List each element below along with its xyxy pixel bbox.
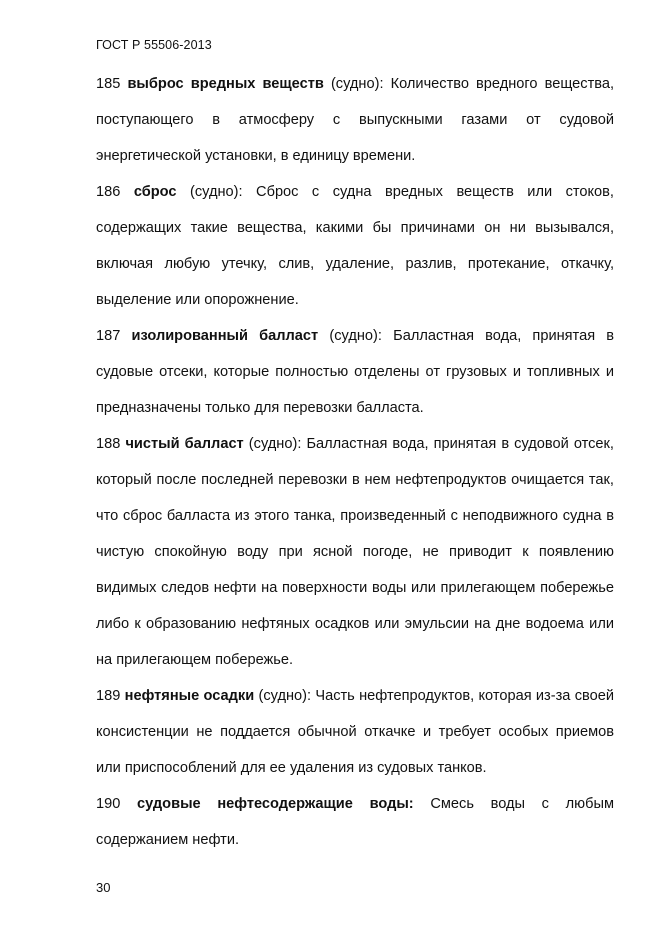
term-entry-185 xyxy=(96,66,614,174)
term-title: судовые нефтесодержащие воды: xyxy=(137,796,414,812)
term-title: выброс вредных веществ xyxy=(127,76,324,92)
term-domain: (судно): xyxy=(190,184,243,200)
term-definition: Балластная вода, принятая в судовой отсек, который после последней перевозки в нем нефтепродуктов очищается так, что сброс балласта из этого танка, произведенный с неподвижного судна в чистую спокойную воду при ясной погоде, не приводит к появлению видимых следов нефти на поверхности воды или прилегающем побережье либо к образованию нефтяных осадков или эмульсии на дне водоема или на прилегающем побережье. xyxy=(96,436,614,668)
term-entry-187 xyxy=(96,318,614,426)
term-domain: (судно): xyxy=(258,688,312,704)
term-number: 187 xyxy=(96,328,121,344)
term-domain: (судно): xyxy=(248,436,302,452)
term-definition: Количество вредного вещества, поступающего в атмосферу с выпускными газами от судовой энергетической установки, в единицу времени. xyxy=(96,76,615,164)
term-title: чистый балласт xyxy=(125,436,244,452)
term-number: 185 xyxy=(96,76,121,92)
term-domain: (судно): xyxy=(330,76,384,92)
term-entry-186 xyxy=(96,174,614,318)
document-header xyxy=(96,38,212,52)
term-definition: Часть нефтепродуктов, которая из-за своей консистенции не поддается обычной откачке и требует особых приемов или приспособлений для ее удаления из судовых танков. xyxy=(96,688,614,776)
term-title: нефтяные осадки xyxy=(124,688,255,704)
term-entry-188 xyxy=(96,426,614,678)
term-number: 188 xyxy=(96,436,121,452)
term-number: 186 xyxy=(96,184,121,200)
term-definition: Балластная вода, принятая в судовые отсеки, которые полностью отделены от грузовых и топливных и предназначены только для перевозки балласта. xyxy=(96,328,615,416)
term-entry-189 xyxy=(96,678,614,786)
terms-list xyxy=(96,66,614,858)
term-entry-190 xyxy=(96,786,614,858)
standard-designation: ГОСТ Р 55506-2013 xyxy=(96,38,212,52)
term-number: 190 xyxy=(96,796,121,812)
term-definition: Смесь воды с любым содержанием нефти. xyxy=(96,796,614,848)
term-title: изолированный балласт xyxy=(131,328,319,344)
term-title: сброс xyxy=(133,184,177,200)
page-number: 30 xyxy=(96,880,111,895)
term-number: 189 xyxy=(96,688,121,704)
term-definition: Сброс с судна вредных веществ или стоков, содержащих такие вещества, какими бы причинами он ни вызывался, включая любую утечку, слив, удаление, разлив, протекание, откачку, выделение или опорожнение. xyxy=(96,184,614,308)
term-domain: (судно): xyxy=(329,328,382,344)
